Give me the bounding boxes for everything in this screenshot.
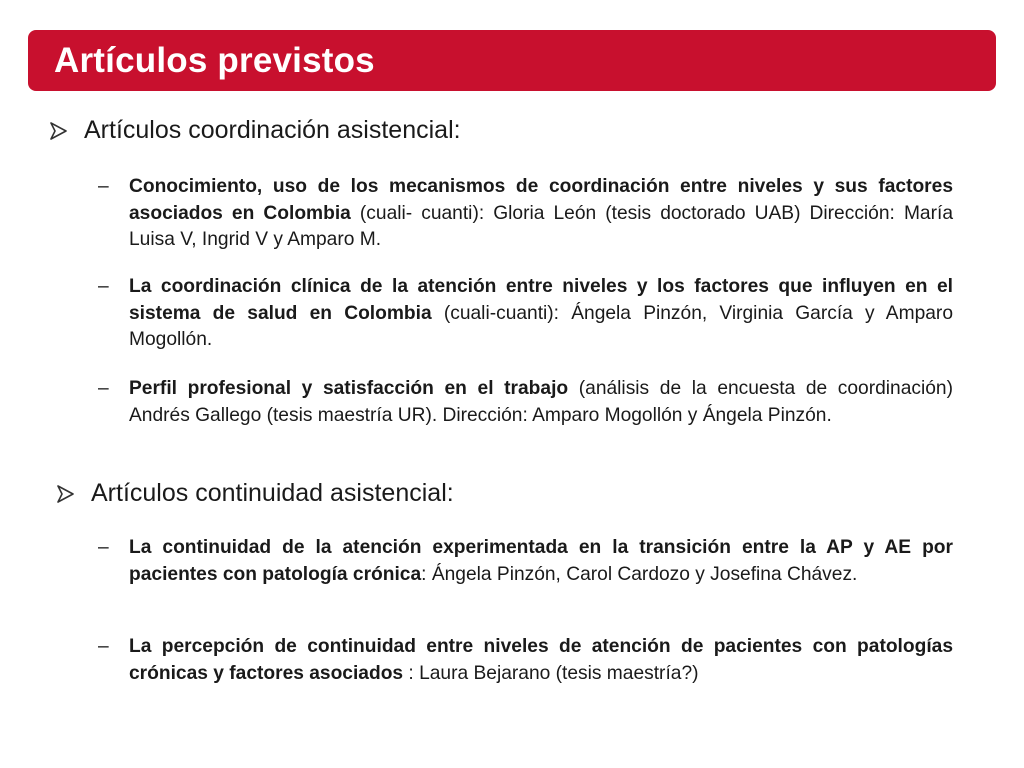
item-text	[129, 376, 953, 429]
section-coordinacion	[48, 116, 461, 145]
arrow-bullet-icon	[48, 121, 68, 141]
item-detail: (análisis de la encuesta de coordinación) Andrés Gallego (tesis maestría UR). Dirección: Amparo Mogollón y Ángela Pinzón.	[129, 378, 953, 426]
section-heading: Artículos coordinación asistencial:	[84, 116, 461, 144]
item-title: La continuidad de la atención experimentada en la transición entre la AP y AE por pacientes con patología crónica	[129, 537, 953, 585]
item-detail: (cuali- cuanti): Gloria León (tesis doctorado UAB) Dirección: María Luisa V, Ingrid V y Amparo M.	[129, 202, 953, 250]
item-text	[129, 174, 953, 254]
item-detail: (cuali-cuanti): Ángela Pinzón, Virginia García y Amparo Mogollón.	[129, 302, 953, 350]
item-detail: : Laura Bejarano (tesis maestría?)	[403, 662, 699, 684]
section-continuidad	[55, 479, 454, 508]
dash-bullet: –	[98, 276, 109, 297]
item-title: La coordinación clínica de la atención entre niveles y los factores que influyen en el sistema de salud en Colombia	[129, 276, 953, 324]
page-title: Artículos previstos	[54, 40, 375, 80]
list-item	[98, 174, 953, 254]
dash-bullet: –	[98, 537, 109, 558]
item-detail: : Ángela Pinzón, Carol Cardozo y Josefina Chávez.	[421, 563, 858, 585]
dash-bullet: –	[98, 636, 109, 657]
arrow-bullet-icon	[55, 484, 75, 504]
item-title: La percepción de continuidad entre niveles de atención de pacientes con patologías crónicas y factores asociados	[129, 636, 953, 684]
item-text	[129, 274, 953, 354]
list-item	[98, 634, 953, 687]
title-banner	[28, 30, 996, 91]
item-title: Perfil profesional y satisfacción en el trabajo	[129, 378, 569, 399]
list-item	[98, 535, 953, 588]
dash-bullet: –	[98, 176, 109, 197]
dash-bullet: –	[98, 378, 109, 399]
item-title: Conocimiento, uso de los mecanismos de coordinación entre niveles y sus factores asociados en Colombia	[129, 176, 953, 224]
list-item	[98, 274, 953, 354]
section-heading: Artículos continuidad asistencial:	[91, 479, 454, 507]
item-text	[129, 535, 953, 588]
item-text	[129, 634, 953, 687]
list-item	[98, 376, 953, 429]
